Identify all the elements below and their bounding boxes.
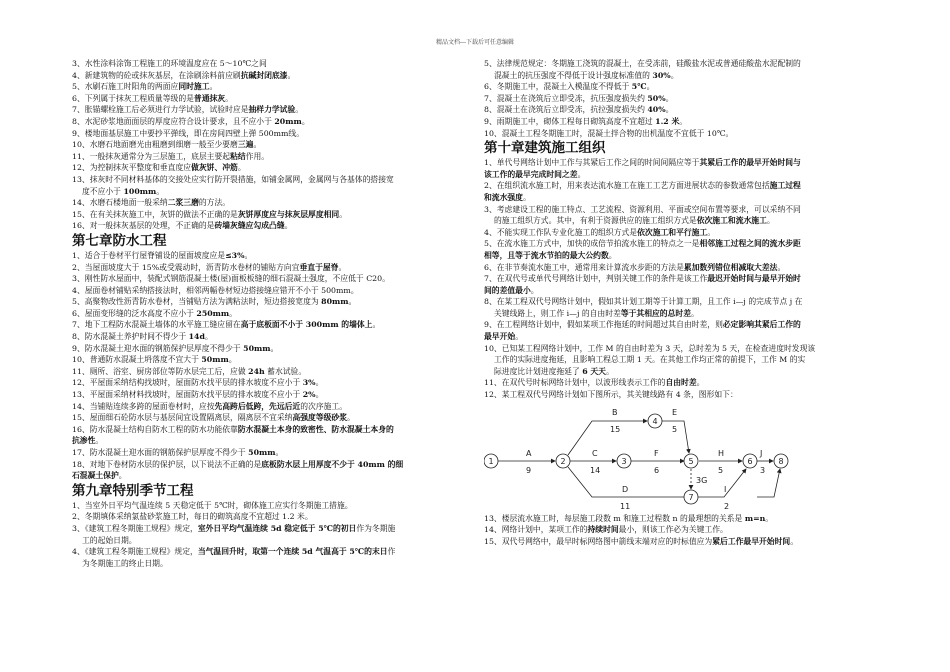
text-line: 间的差值最小。 bbox=[484, 285, 539, 295]
text-line: 3、《建筑工程冬期施工规程》规定，室外日平均气温连续 5d 稳定低于 5℃的初日作为冬期施 bbox=[72, 523, 396, 533]
text-line: 15、在有关抹灰施工中，灰饼的做法不正确的是灰饼厚度应与抹灰层厚度相同。 bbox=[72, 209, 348, 219]
right-column bbox=[484, 58, 884, 547]
text-line: 8、在某工程双代号网络计划中，假如其计划工期等于计算工期，且工作 i—j 的完成节点 j 在 bbox=[484, 297, 803, 307]
text-line: 12、平屋面采纳结构找坡时，屋面防水找平层的排水坡度不应小于 3%。 bbox=[72, 378, 324, 388]
left-column bbox=[72, 58, 467, 569]
svg-text:1: 1 bbox=[488, 456, 494, 466]
activity-E-name: E bbox=[672, 407, 678, 417]
text-line: 16、防水混凝土结构自防水工程的防水功能依靠防水混凝土本身的致密性、防水混凝土本身的 bbox=[72, 424, 394, 434]
activity-C-duration: 14 bbox=[590, 465, 601, 475]
text-line: 1、单代号网络计划中工作与其紧后工作之间的时间间隔应等于其紧后工作的最早开始时间与 bbox=[484, 158, 801, 168]
answer-emphasis: 先高跨后低跨，先远后近 bbox=[214, 401, 301, 411]
answer-emphasis: 50mm bbox=[201, 355, 229, 365]
text-line: 17、防水混凝土迎水面的钢筋保护层厚度不得少于 50mm。 bbox=[72, 448, 284, 457]
text-line: 5、法律规范规定：冬期施工浇筑的混凝土，在受冻前，硅酸盐水泥或普通硅酸盐水泥配制的 bbox=[484, 59, 801, 68]
text-line: 度不应小于 100mm。 bbox=[82, 186, 165, 196]
svg-text:8: 8 bbox=[778, 456, 784, 466]
answer-emphasis: 24h bbox=[248, 366, 265, 376]
answer-emphasis: 持续时间 bbox=[587, 525, 619, 535]
text-line: 为冬期施工的终止日期。 bbox=[82, 558, 168, 568]
text-line: 7、混凝土在浇筑后立即受冻，抗压强度损失约 50%。 bbox=[484, 93, 674, 103]
text-line: 7、在双代号或单代号网络计划中，判别关键工作的条件是该工作最迟开始时间与最早开始时 bbox=[484, 274, 801, 284]
answer-emphasis: 相等，且等于流水节拍的最大公约数 bbox=[484, 250, 609, 260]
text-line: 5、高聚物改性沥青防水卷材，当铺贴方法为满粘法时，短边搭接宽度为 80mm。 bbox=[72, 297, 357, 307]
text-line: 6、屋面变形缝的泛水高度不应小于 250mm。 bbox=[72, 308, 237, 318]
answer-emphasis: m=n bbox=[744, 513, 766, 523]
text-line: 4、屋面卷材铺贴采纳搭接法时，相邻两幅卷材短边搭接缝应错开不小于 500mm。 bbox=[72, 285, 359, 295]
answer-emphasis: 80mm bbox=[321, 297, 349, 307]
answer-emphasis: ≤3% bbox=[225, 250, 245, 260]
activity-A-duration: 9 bbox=[526, 465, 532, 475]
text-line: 相等，且等于流水节拍的最大公约数。 bbox=[484, 250, 617, 260]
text-line: 6、在非节奏流水施工中，通常用来计算流水步距的方法是累加数列错位相减取大差法。 bbox=[484, 262, 786, 272]
text-line: 14、水磨石楼地面一般采纳二浆三磨的方法。 bbox=[72, 198, 231, 208]
text-line: 13、平屋面采纳材料找坡时，屋面防水找平层的排水坡度不应小于 2%。 bbox=[72, 390, 324, 400]
activity-I-name: I bbox=[724, 484, 727, 494]
answer-emphasis: 做灰饼、冲筋 bbox=[191, 163, 238, 173]
text-line: 18、对地下卷材防水层的保护层，以下说法不正确的是底板防水层上用厚度不少于 40mm 的细 bbox=[72, 459, 404, 469]
activity-H-duration: 5 bbox=[718, 465, 724, 475]
node-6 bbox=[743, 454, 757, 468]
activity-B-name: B bbox=[612, 407, 618, 417]
page-header: 精品文档---下载后可任意编辑 bbox=[435, 39, 515, 46]
text-line: 3、考虑建设工程的施工特点、工艺流程、资源利用、平面或空间布置等要求，可以采纳不同 bbox=[484, 204, 801, 214]
answer-emphasis: 室外日平均气温连续 5d 稳定低于 5℃的初日 bbox=[197, 523, 357, 533]
svg-text:6: 6 bbox=[747, 456, 753, 466]
text-line: 11、厕所、浴室、厨房部位等防水层完工后，应做 24h 蓄水试验。 bbox=[72, 366, 307, 376]
answer-emphasis: 抗碱封闭底漆 bbox=[240, 70, 288, 80]
answer-emphasis: 抗渗性 bbox=[72, 436, 96, 446]
text-line: 9、防水混凝土迎水面的钢筋保护层厚度不得少于 50mm。 bbox=[72, 343, 279, 353]
answer-emphasis: 40% bbox=[647, 105, 666, 115]
text-line: 16、对一般抹灰基层的处理，不正确的是砖墙灰缝应勾成凸缝。 bbox=[72, 221, 293, 231]
answer-emphasis: 自由时差 bbox=[665, 378, 697, 388]
text-line: 12、为控制抹灰平整度和垂直度应做灰饼、冲筋。 bbox=[72, 163, 246, 173]
text-line: 抗渗性。 bbox=[72, 436, 104, 446]
text-line: 15、屋面细石砼防水层与基层间宜设置隔离层，隔离层不宜采纳高强度等级砂浆。 bbox=[72, 413, 355, 423]
text-line: 15、双代号网络中，最早时标网络图中箭线末端对应的时标值应为紧后工作最早开始时间。 bbox=[484, 536, 798, 546]
node-4 bbox=[648, 414, 662, 428]
answer-emphasis: 1.2 米 bbox=[655, 116, 680, 126]
svg-text:2: 2 bbox=[560, 456, 566, 466]
text-line: 工作的实际进度拖延，且影响工程总工期 1 天。在其他工作均正常的前提下，工作 M 的实 bbox=[494, 355, 806, 365]
answer-emphasis: 依次施工和流水施工 bbox=[696, 216, 767, 226]
text-line: 关键线路上，则工作 i—j 的自由时差等于其相应的总时差。 bbox=[494, 308, 699, 318]
text-line: 12、某工程双代号网络计划如下图所示，其关键线路有 4 条，图形如下： bbox=[484, 390, 738, 400]
text-line: 8、混凝土在浇筑后立即受冻，抗拉强度损失约 40%。 bbox=[484, 105, 674, 115]
text-line: 混凝土的抗压强度不得低于设计强度标准值的 30%。 bbox=[494, 70, 679, 80]
answer-emphasis: 石混凝土保护 bbox=[72, 471, 119, 481]
activity-D-duration: 11 bbox=[620, 501, 631, 511]
node-2 bbox=[556, 454, 570, 468]
answer-emphasis: 20mm bbox=[274, 116, 302, 126]
answer-emphasis: 粘结 bbox=[230, 151, 246, 161]
text-line: 石混凝土保护。 bbox=[72, 471, 127, 481]
answer-emphasis: 3% bbox=[302, 378, 316, 388]
text-line: 10、已知某工程网络计划中，工作 M 的自由时差为 3 天，总时差为 5 天，在检查进度时发现该 bbox=[484, 343, 816, 353]
dummy-label: 3G bbox=[696, 475, 708, 485]
text-line: 3、水性涂料涂饰工程施工的环境温度应在 5～10℃之间 bbox=[72, 59, 267, 68]
answer-emphasis: 30% bbox=[652, 70, 671, 80]
answer-emphasis: 底板防水层上用厚度不少于 40mm 的细 bbox=[261, 459, 404, 469]
answer-emphasis: 必定影响其紧后工作的 bbox=[722, 320, 801, 330]
activity-A-name: A bbox=[526, 448, 532, 458]
text-line: 14、网络计划中，某项工作的持续时间最小，则该工作必为关键工作。 bbox=[484, 525, 728, 535]
text-line: 际进度比计划进度拖延了 6 天天。 bbox=[494, 366, 614, 376]
answer-emphasis: 等于其相应的总时差 bbox=[620, 308, 691, 318]
answer-emphasis: 其紧后工作的最早开始时间与 bbox=[699, 158, 801, 168]
text-line: 13、抹灰时不同材料基体的交接处应实行防开裂措施，如铺金属网，金属网与各基体的搭接宽 bbox=[72, 174, 394, 184]
node-3 bbox=[617, 454, 631, 468]
answer-emphasis: 二浆三磨 bbox=[167, 198, 199, 208]
text-line: 的施工组织方式。其中，有利于资源供应的施工组织方式是依次施工和流水施工。 bbox=[494, 216, 775, 226]
activity-F-duration: 6 bbox=[654, 465, 660, 475]
text-line: 7、地下工程防水混凝土墙体的水平施工缝应留在高于底板面不小于 300mm 的墙体上。 bbox=[72, 320, 381, 330]
answer-emphasis: 紧后工作最早开始时间 bbox=[712, 536, 791, 546]
text-line: 9、楼地面基层施工中要抄平弹线，即在房间四壁上弹 500mm线。 bbox=[72, 128, 305, 138]
text-line: 10、普通防水混凝土坍落度不宜大于 50mm。 bbox=[72, 355, 237, 365]
text-line: 6、冬期施工中，混凝土入模温度不得低于 5℃。 bbox=[484, 82, 655, 92]
svg-text:5: 5 bbox=[688, 456, 694, 466]
svg-text:7: 7 bbox=[688, 492, 694, 502]
answer-emphasis: 砖墙灰缝应勾成凸缝 bbox=[214, 221, 285, 231]
right-column-text-top bbox=[484, 58, 884, 401]
text-line: 2、冬期填体采纳氯盐砂浆施工时，每日的砌筑高度不宜超过 1.2 米。 bbox=[72, 512, 313, 522]
answer-emphasis: 同时施工 bbox=[178, 82, 210, 92]
text-line: 2、在组织流水施工时，用来表达流水施工在施工工艺方面进展状态的参数通常包括施工过程 bbox=[484, 181, 801, 191]
text-line: 和流水强度。 bbox=[484, 192, 531, 202]
answer-emphasis: 普通抹灰 bbox=[193, 93, 226, 103]
chapter-heading: 第九章特别季节工程 bbox=[72, 482, 194, 499]
svg-text:4: 4 bbox=[652, 416, 658, 426]
network-svg bbox=[484, 403, 884, 511]
activity-E-duration: 5 bbox=[672, 424, 678, 434]
answer-emphasis: 当气温回升时，取第一个连续 5d 气温高于 5℃的末日 bbox=[197, 547, 388, 557]
text-line: 最早开始。 bbox=[484, 332, 523, 342]
answer-emphasis: 该工作的最早完成时间之差 bbox=[484, 169, 578, 179]
answer-emphasis: 50mm bbox=[248, 448, 276, 457]
answer-emphasis: 三遍 bbox=[237, 140, 254, 150]
text-line: 6、下列属于抹灰工程质量等级的是普通抹灰。 bbox=[72, 93, 233, 103]
activity-J-name: J bbox=[760, 448, 763, 458]
text-line: 1、当室外日平均气温连续 5 天稳定低于 5℃时，砌体施工应实行冬期施工措施。 bbox=[72, 500, 353, 510]
svg-text:3: 3 bbox=[621, 456, 627, 466]
answer-emphasis: 间的差值最小 bbox=[484, 285, 531, 295]
text-line: 4、新建筑物的砼或抹灰基层，在涂刷涂料前应刷抗碱封闭底漆。 bbox=[72, 70, 296, 80]
activity-B-duration: 15 bbox=[610, 424, 621, 434]
chapter-heading: 第七章防水工程 bbox=[72, 232, 167, 249]
answer-emphasis: 相邻施工过程之间的流水步距 bbox=[699, 239, 801, 249]
node-1 bbox=[484, 454, 498, 468]
answer-emphasis: 50mm bbox=[243, 343, 271, 353]
activity-C-name: C bbox=[592, 448, 598, 458]
text-line: 9、雨期施工中，砌体工程每日砌筑高度不宜超过 1.2 米。 bbox=[484, 116, 688, 126]
answer-emphasis: 施工过程 bbox=[769, 181, 801, 191]
text-line: 2、当屋面坡度大于 15%或受震动时，沥青防水卷材的铺贴方向宜垂直于屋脊。 bbox=[72, 262, 347, 272]
text-line: 5、在流水施工方式中，加快的成倍节拍流水施工的特点之一是相邻施工过程之间的流水步距 bbox=[484, 239, 801, 249]
answer-emphasis: 灰饼厚度应与抹灰层厚度相同 bbox=[237, 209, 340, 219]
answer-emphasis: 高强度等级砂浆 bbox=[292, 413, 348, 423]
text-line: 5、水刷石施工时阳角的两面应同时施工。 bbox=[72, 82, 218, 92]
answer-emphasis: 5℃ bbox=[631, 82, 647, 92]
chapter-heading: 第十章建筑施工组织 bbox=[484, 140, 606, 157]
activity-H-name: H bbox=[718, 448, 725, 458]
text-line: 11、一般抹灰通常分为三层施工，底层主要起粘结作用。 bbox=[72, 151, 270, 161]
node-5 bbox=[684, 454, 698, 468]
answer-emphasis: 14d bbox=[188, 332, 205, 342]
activity-F-name: F bbox=[654, 448, 659, 458]
text-line: 4、不能实现工作队专业化施工的组织方式是依次施工和平行施工。 bbox=[484, 227, 716, 237]
text-line: 13、楼层流水施工时，每层施工段数 m 和施工过程数 n 的最理想的关系是 m=n。 bbox=[484, 513, 774, 523]
text-line: 14、当铺贴连续多跨的屋面卷材时，应按先高跨后低跨，先远后近的次序施工。 bbox=[72, 401, 348, 411]
node-8 bbox=[774, 454, 788, 468]
activity-J-duration: 3 bbox=[760, 465, 766, 475]
text-line: 1、适合于卷材平行屋脊铺设的屋面坡度应是≤3%。 bbox=[72, 250, 253, 260]
answer-emphasis: 垂直于屋脊 bbox=[299, 262, 339, 272]
text-line: 8、防水混凝土养护时间不得少于 14d。 bbox=[72, 332, 213, 342]
node-7 bbox=[684, 490, 698, 504]
network-diagram bbox=[484, 403, 884, 511]
answer-emphasis: 防水混凝土本身的致密性、防水混凝土本身的 bbox=[237, 424, 394, 434]
answer-emphasis: 最迟开始时间与最早开始时 bbox=[707, 274, 801, 284]
text-line: 10、水磨石地面磨光由粗磨到细磨一般至少要磨三遍。 bbox=[72, 140, 262, 150]
arrow-2-4 bbox=[568, 421, 647, 455]
answer-emphasis: 100mm bbox=[123, 186, 157, 196]
text-line: 3、刚性防水屋面中，装配式钢筋混凝土楼(屋)面板板缝的细石混凝土强度，不应低于 C20。 bbox=[72, 274, 390, 284]
text-line: 工的起始日期。 bbox=[82, 535, 137, 545]
activity-I-duration: 2 bbox=[724, 501, 730, 511]
answer-emphasis: 高于底板面不小于 300mm 的墙体上 bbox=[240, 320, 373, 330]
answer-emphasis: 最早开始 bbox=[484, 332, 516, 342]
answer-emphasis: 累加数列错位相减取大差法 bbox=[683, 262, 778, 272]
answer-emphasis: 250mm bbox=[196, 308, 230, 318]
right-column-text-bottom bbox=[484, 513, 884, 548]
answer-emphasis: 6 天天 bbox=[582, 366, 606, 376]
text-line: 11、在双代号时标网络计划中，以波形线表示工作的自由时差。 bbox=[484, 378, 705, 388]
text-line: 9、在工程网络计划中，假如某项工作拖延的时间超过其自由时差，则必定影响其紧后工作的 bbox=[484, 320, 801, 330]
answer-emphasis: 2% bbox=[302, 390, 316, 400]
text-line: 10、混凝土工程冬期施工时，混凝土拌合物的出机温度不宜低于 10℃。 bbox=[484, 128, 734, 138]
activity-D-name: D bbox=[622, 484, 629, 494]
answer-emphasis: 抽样力学试验 bbox=[248, 105, 296, 115]
answer-emphasis: 50% bbox=[647, 93, 666, 103]
answer-emphasis: 依次施工和平行施工 bbox=[637, 227, 708, 237]
answer-emphasis: 和流水强度 bbox=[484, 192, 523, 202]
text-line: 该工作的最早完成时间之差。 bbox=[484, 169, 586, 179]
text-line: 4、《建筑工程冬期施工规程》规定，当气温回升时，取第一个连续 5d 气温高于 5℃的末日作 bbox=[72, 547, 396, 557]
text-line: 7、胀锚螺栓施工后必须进行力学试验，试验时应是抽样力学试验。 bbox=[72, 105, 304, 115]
text-line: 8、水泥砂浆地面面层的厚度应符合设计要求，且不应小于 20mm。 bbox=[72, 116, 310, 126]
